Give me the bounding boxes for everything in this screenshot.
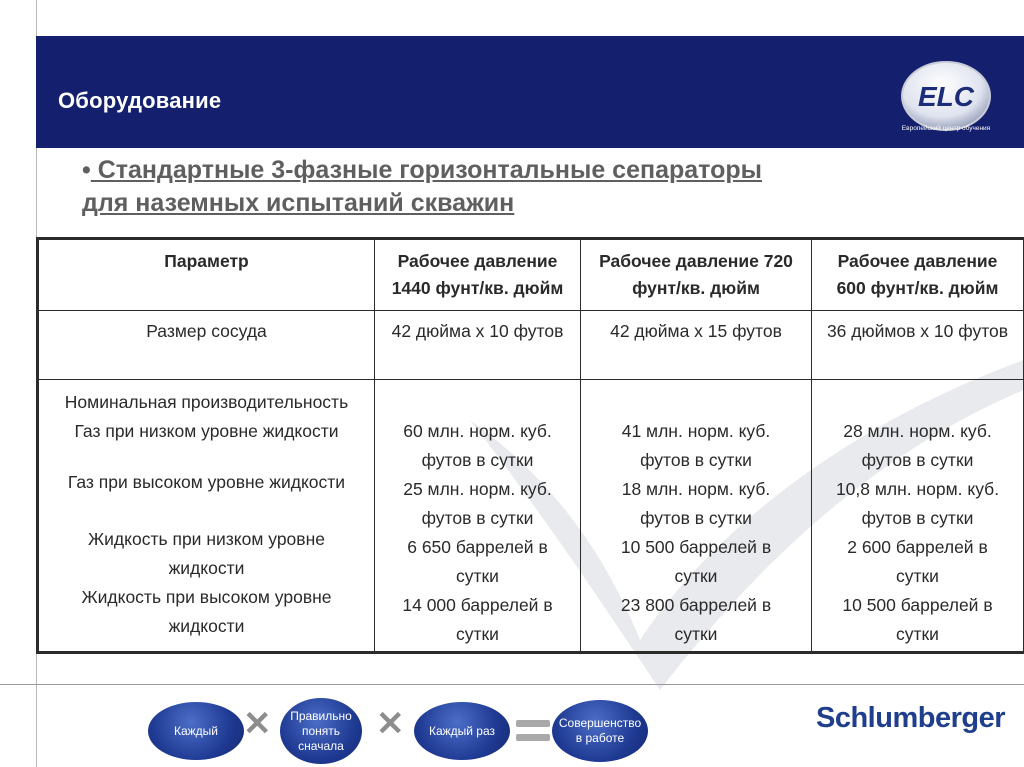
elc-logo	[894, 56, 1002, 140]
size-label-cell	[38, 311, 375, 380]
c1440-liq-low-line1: 6 650 баррелей в	[407, 537, 548, 557]
section-subtitle	[82, 154, 902, 220]
multiply-icon: ✕	[376, 705, 405, 743]
c720-liq-high-line1: 23 800 баррелей в	[620, 595, 772, 615]
header-bar	[36, 36, 1024, 148]
slogan-bubble-step2	[280, 698, 362, 764]
size-value-720: 42 дюйма x 15 футов	[610, 321, 782, 341]
header-cell-param	[38, 239, 375, 311]
label-liq-high-line2: жидкости	[168, 616, 245, 636]
label-liq-low-line1: Жидкость при низком уровне	[88, 529, 325, 549]
header-cell-600	[812, 239, 1024, 311]
logo-tagline: Европейский центр обучения	[901, 125, 991, 132]
slogan-step2-line1: Правильно	[290, 708, 352, 723]
c720-gas-low-line1: 41 млн. норм. куб.	[621, 421, 771, 441]
capacity-cell-720	[581, 380, 812, 653]
c720-gas-low-line2: футов в сутки	[640, 450, 752, 470]
slogan-step2-line2: понять	[301, 723, 341, 738]
header-600-line2: 600 фунт/кв. дюйм	[836, 278, 999, 298]
page-title: Оборудование	[58, 88, 222, 113]
label-liq-low-line2: жидкости	[168, 558, 245, 578]
c1440-gas-high-line2: футов в сутки	[421, 508, 534, 528]
c600-gas-low-line2: футов в сутки	[861, 450, 974, 470]
header-cell-1440	[375, 239, 581, 311]
table-row-capacity	[38, 380, 1024, 653]
bullet-icon: •	[82, 156, 91, 184]
c720-liq-low-line1: 10 500 баррелей в	[620, 537, 772, 557]
slogan-bubble-result	[552, 700, 648, 762]
footer-slogan-diagram	[140, 692, 660, 767]
c600-gas-high-line2: футов в сутки	[861, 508, 974, 528]
size-cell-600	[812, 311, 1024, 380]
c1440-gas-high-line1: 25 млн. норм. куб.	[403, 479, 552, 499]
c600-liq-low-line1: 2 600 баррелей в	[847, 537, 988, 557]
slogan-step1-label: Каждый	[173, 723, 219, 738]
header-param-label: Параметр	[164, 251, 249, 271]
size-label: Размер сосуда	[146, 321, 267, 341]
capacity-cell-600	[812, 380, 1024, 653]
header-720-line2: фунт/кв. дюйм	[632, 278, 760, 298]
capacity-title: Номинальная производительность	[64, 392, 349, 412]
size-cell-1440	[375, 311, 581, 380]
c720-gas-high-line1: 18 млн. норм. куб.	[621, 479, 771, 499]
header-1440-line1: Рабочее давление	[397, 251, 558, 271]
slogan-result-line2: в работе	[575, 731, 625, 745]
size-value-1440: 42 дюйма x 10 футов	[391, 321, 564, 341]
subtitle-line-1: Стандартные 3-фазные горизонтальные сепараторы	[90, 156, 762, 184]
label-gas-low: Газ при низком уровне жидкости	[74, 421, 339, 441]
size-value-600: 36 дюймов x 10 футов	[826, 321, 1009, 341]
equals-icon-bottom	[516, 734, 550, 741]
header-600-line1: Рабочее давление	[837, 251, 998, 271]
c600-gas-low-line1: 28 млн. норм. куб.	[843, 421, 992, 441]
size-cell-720	[581, 311, 812, 380]
slogan-bubble-step3	[414, 702, 510, 760]
header-720-line1: Рабочее давление 720	[599, 251, 793, 271]
slogan-bubble-step1	[148, 702, 244, 760]
header-cell-720	[581, 239, 812, 311]
multiply-icon: ✕	[243, 705, 272, 743]
c1440-gas-low-line2: футов в сутки	[421, 450, 534, 470]
schlumberger-logo: Schlumberger	[816, 702, 1005, 734]
c600-liq-low-line2: сутки	[896, 566, 939, 586]
separator-spec-table	[36, 237, 1024, 654]
label-gas-high: Газ при высоком уровне жидкости	[67, 472, 346, 492]
c720-liq-low-line2: сутки	[674, 566, 718, 586]
c720-liq-high-line2: сутки	[674, 624, 718, 644]
c600-liq-high-line2: сутки	[896, 624, 939, 644]
subtitle-line-2: для наземных испытаний скважин	[82, 189, 515, 217]
logo-letters: ELC	[918, 81, 974, 112]
c600-liq-high-line1: 10 500 баррелей в	[842, 595, 993, 615]
c1440-liq-low-line2: сутки	[456, 566, 499, 586]
c1440-liq-high-line2: сутки	[456, 624, 499, 644]
header-1440-line2: 1440 фунт/кв. дюйм	[391, 278, 564, 298]
c600-gas-high-line1: 10,8 млн. норм. куб.	[835, 479, 1000, 499]
c1440-liq-high-line1: 14 000 баррелей в	[402, 595, 553, 615]
slogan-step2-line3: сначала	[298, 738, 344, 753]
c1440-gas-low-line1: 60 млн. норм. куб.	[403, 421, 552, 441]
slogan-step3-label: Каждый раз	[428, 723, 496, 738]
table-row-vessel-size	[38, 311, 1024, 380]
footer-divider	[0, 684, 1024, 685]
c720-gas-high-line2: футов в сутки	[640, 508, 752, 528]
slogan-result-line1: Совершенство	[558, 716, 642, 730]
label-liq-high-line1: Жидкость при высоком уровне	[81, 587, 332, 607]
equals-icon-top	[516, 720, 550, 727]
capacity-cell-1440	[375, 380, 581, 653]
capacity-labels-cell	[38, 380, 375, 653]
table-header-row	[38, 239, 1024, 311]
